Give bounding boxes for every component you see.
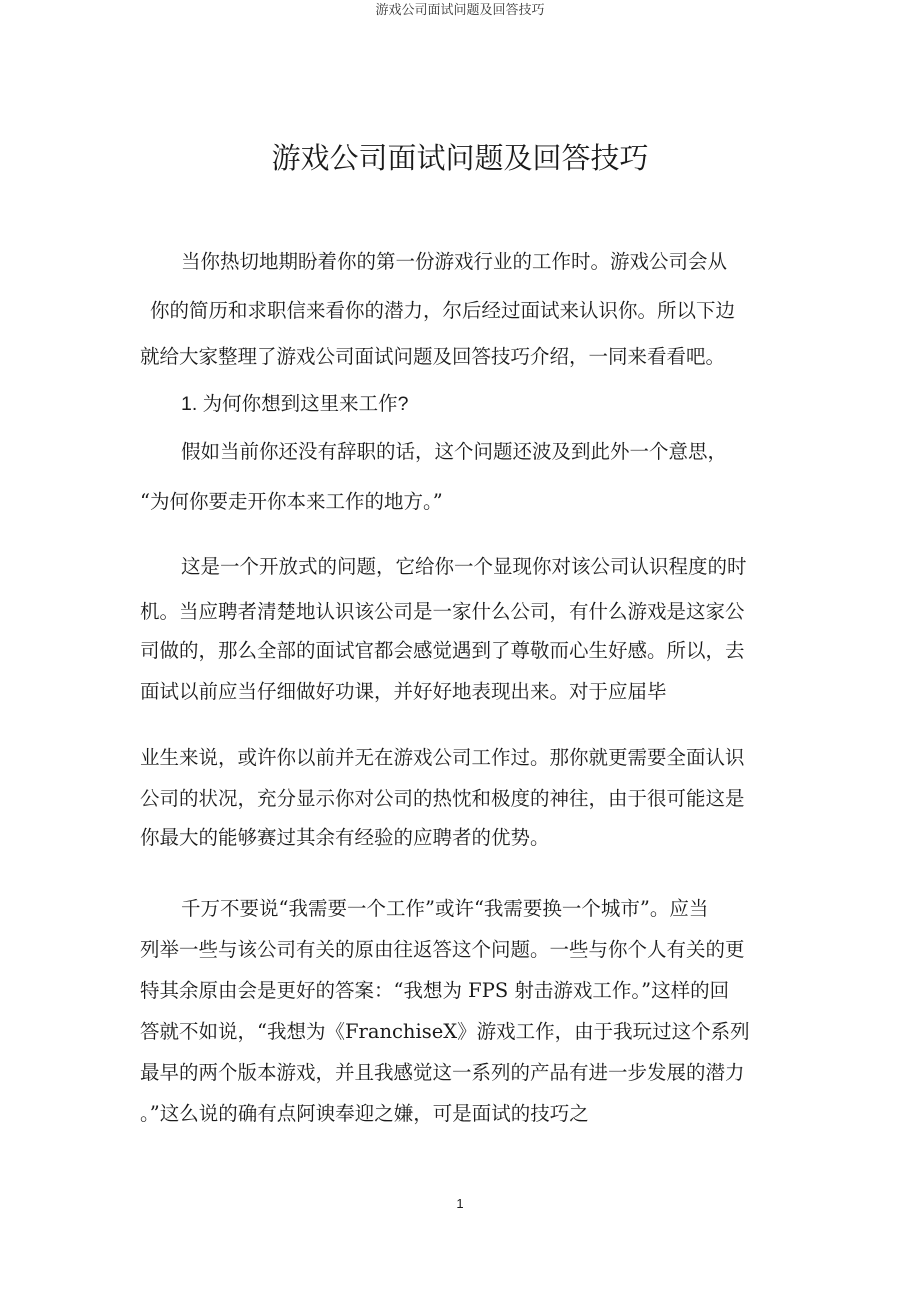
body-line: 面试以前应当仔细做好功课，并好好地表现出来。对于应届毕 (140, 680, 667, 703)
body-line: 司做的，那么全部的面试官都会感觉遇到了尊敬而心生好感。所以，去 (140, 639, 745, 662)
body-line: 你的简历和求职信来看你的潜力，尔后经过面试来认识你。所以下边 (150, 299, 736, 322)
body-line: 业生来说，或许你以前并无在游戏公司工作过。那你就更需要全面认识 (140, 746, 745, 769)
body-line: 就给大家整理了游戏公司面试问题及回答技巧介绍，一同来看看吧。 (140, 345, 726, 368)
body-line: 答就不如说，“我想为《FranchiseX》游戏工作，由于我玩过这个系列 (140, 1020, 750, 1043)
body-line: 列举一些与该公司有关的原由往返答这个问题。一些与你个人有关的更 (140, 938, 745, 961)
document-title: 游戏公司面试问题及回答技巧 (271, 141, 649, 175)
body-line: 特其余原由会是更好的答案：“我想为 FPS 射击游戏工作。”这样的回 (140, 979, 730, 1002)
body-line: 这是一个开放式的问题，它给你一个显现你对该公司认识程度的时 (181, 555, 747, 578)
body-line: 机。当应聘者清楚地认识该公司是一家什么公司，有什么游戏是这家公 (140, 600, 745, 623)
body-line: 假如当前你还没有辞职的话，这个问题还波及到此外一个意思， (181, 440, 728, 463)
running-header: 游戏公司面试问题及回答技巧 (375, 3, 545, 18)
body-line: 千万不要说“我需要一个工作”或许“我需要换一个城市”。应当 (181, 897, 709, 920)
body-line: 你最大的能够赛过其余有经验的应聘者的优势。 (140, 826, 550, 849)
page-number: 1 (456, 1196, 464, 1211)
list-item-heading: 1. 为何你想到这里来工作? (181, 393, 409, 415)
body-line: 当你热切地期盼着你的第一份游戏行业的工作时。游戏公司会从 (181, 250, 728, 273)
body-line: 最早的两个版本游戏，并且我感觉这一系列的产品有进一步发展的潜力 (140, 1061, 745, 1084)
body-line: 。”这么说的确有点阿谀奉迎之嫌，可是面试的技巧之 (140, 1102, 589, 1125)
body-line: 公司的状况，充分显示你对公司的热忱和极度的神往，由于很可能这是 (140, 787, 745, 810)
body-line: “为何你要走开你本来工作的地方。” (140, 490, 443, 513)
